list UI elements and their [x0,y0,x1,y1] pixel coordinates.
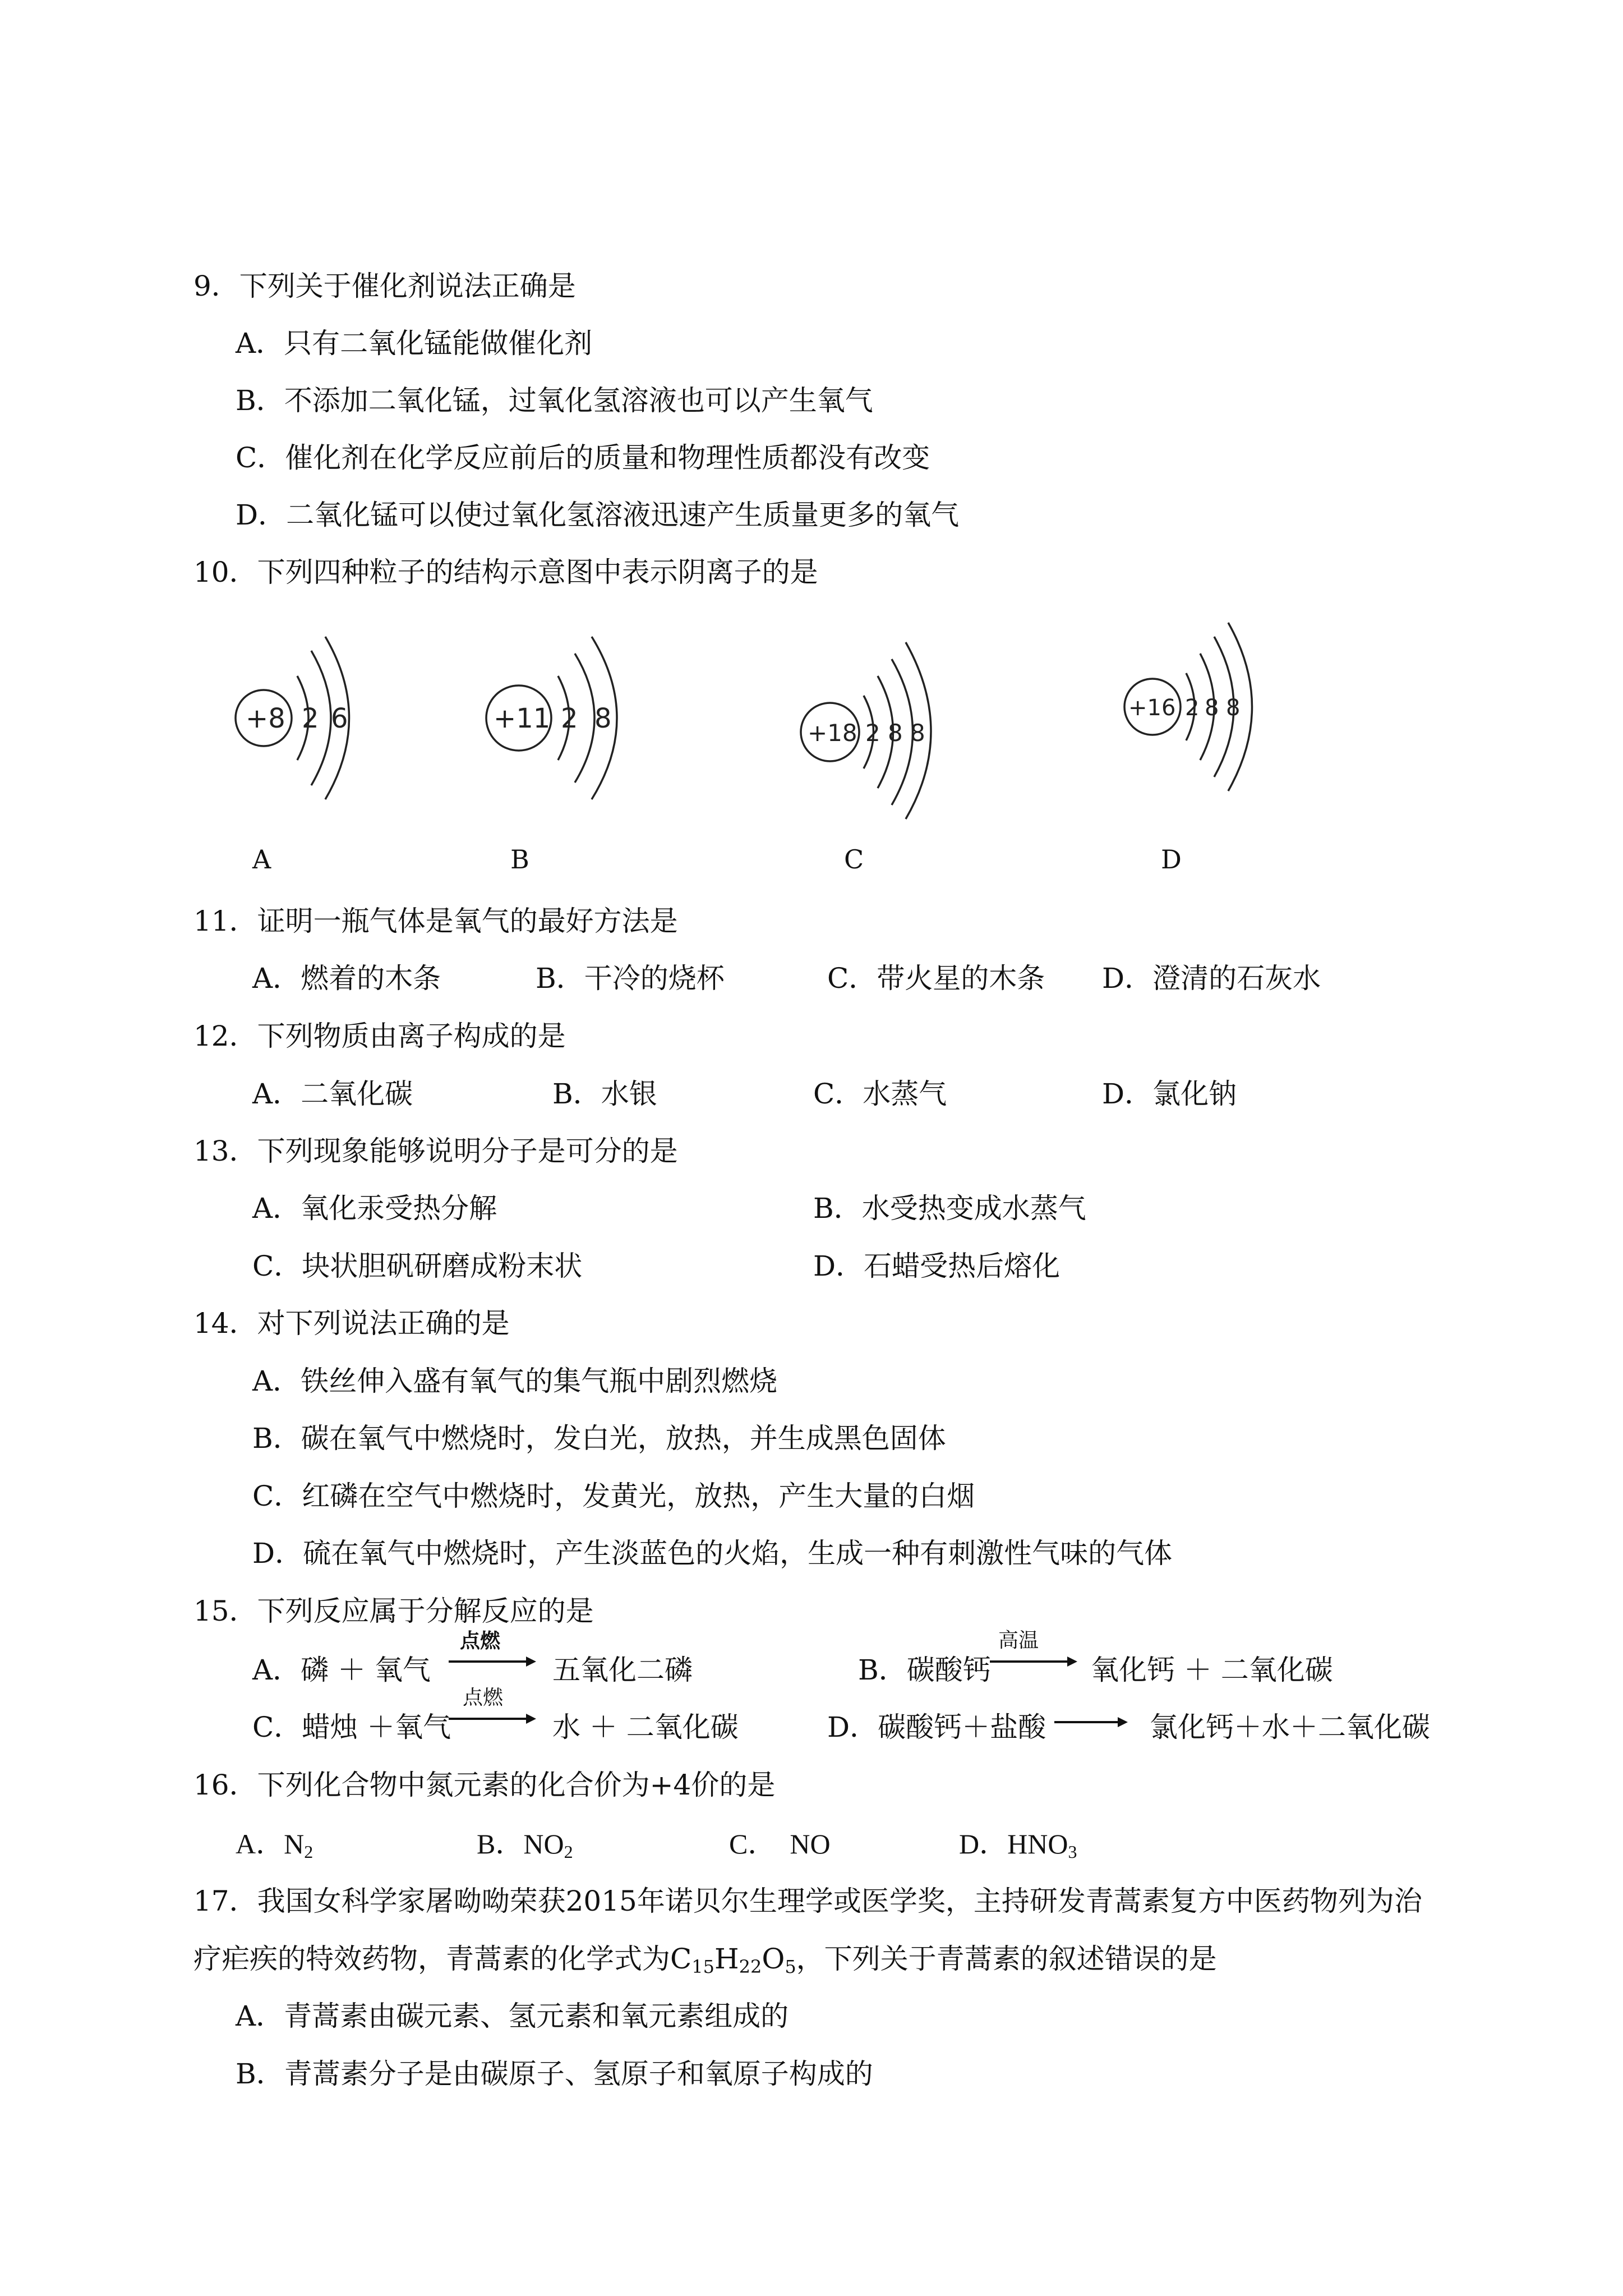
q14-stem: 14．对下列说法正确的是 [193,1307,510,1340]
q15-option-c-arrow [449,1718,533,1720]
q16-option-a: A．$N_2$ [236,1828,313,1862]
q13-option-a: A．氧化汞受热分解 [252,1192,497,1225]
q12-stem: 12．下列物质由离子构成的是 [193,1020,566,1052]
atom-b-shell-1: 2 [561,703,578,734]
q17-stem-line-2: 疗疟疾的特效药物，青蒿素的化学式为$C_{15}H_{22}O_5$，下列关于青蒿素的叙述错误的是 [193,1943,1217,1977]
atom-a-shell-1: 2 [302,703,319,734]
q15-option-a-left: A．磷 ＋ 氧气 [252,1654,431,1686]
q15-option-a-arrow [449,1660,533,1663]
atom-d-shell-3: 8 [1226,695,1241,721]
q17-option-a: A．青蒿素由碳元素、氢元素和氧元素组成的 [236,2000,789,2032]
q9-option-b: B．不添加二氧化锰，过氧化氢溶液也可以产生氧气 [236,384,873,417]
atom-a-diagram [236,637,349,799]
atom-b-shell-2: 8 [594,703,612,734]
q9-stem: 9．下列关于催化剂说法正确是 [193,270,576,302]
q13-option-b: B．水受热变成水蒸气 [813,1192,1086,1225]
q11-option-b: B．干冷的烧杯 [536,962,725,995]
q15-option-c-left: C．蜡烛 ＋氧气 [252,1711,451,1743]
atom-b-nucleus: +11 [494,703,551,734]
atom-c-diagram [801,642,931,819]
q15-option-c-right: 水 ＋ 二氧化碳 [552,1711,739,1743]
q15-option-d-arrow [1054,1721,1124,1723]
q15-option-d-left: D．碳酸钙＋盐酸 [827,1711,1046,1743]
q13-option-d: D．石蜡受热后熔化 [813,1250,1061,1282]
atom-d-shell-1: 2 [1185,695,1200,721]
atom-c-nucleus: +18 [808,719,857,747]
q15-option-d-right: 氯化钙＋水＋二氧化碳 [1150,1711,1430,1743]
q9-option-a: A．只有二氧化锰能做催化剂 [236,327,593,360]
q11-option-d: D．澄清的石灰水 [1102,962,1321,995]
q12-option-c: C．水蒸气 [813,1078,947,1110]
q16-stem: 16．下列化合物中氮元素的化合价为+4价的是 [193,1769,776,1801]
q11-option-a: A．燃着的木条 [252,962,441,995]
atom-c-label: C [844,844,864,875]
q15-option-b-arrow [990,1660,1074,1663]
q13-stem: 13．下列现象能够说明分子是可分的是 [193,1135,678,1167]
q10-stem: 10．下列四种粒子的结构示意图中表示阴离子的是 [193,556,818,588]
atom-a-nucleus: +8 [246,703,285,734]
atom-b-label: B [510,844,529,875]
atom-a-label: A [252,844,271,875]
q12-option-b: B．水银 [552,1078,657,1110]
q17-option-b: B．青蒿素分子是由碳原子、氢原子和氧原子构成的 [236,2058,873,2090]
q15-stem: 15．下列反应属于分解反应的是 [193,1595,594,1627]
q14-option-c: C．红磷在空气中燃烧时，发黄光，放热，产生大量的白烟 [252,1480,975,1512]
q16-option-d: D．$HNO_3$ [959,1828,1077,1862]
atom-a-shell-2: 6 [331,703,348,734]
q15-option-a-condition: 点燃 [460,1629,501,1653]
q15-option-c-condition: 点燃 [463,1686,504,1709]
atom-c-shell-1: 2 [865,719,880,747]
atom-d-diagram [1124,623,1252,791]
q9-option-c: C．催化剂在化学反应前后的质量和物理性质都没有改变 [236,441,930,474]
atom-d-shell-2: 8 [1205,695,1219,721]
q15-option-a-right: 五氧化二磷 [552,1654,693,1686]
atom-d-nucleus: +16 [1128,695,1176,721]
q9-option-d: D．二氧化锰可以使过氧化氢溶液迅速产生质量更多的氧气 [236,499,960,531]
q12-option-a: A．二氧化碳 [252,1078,413,1110]
q15-option-b-left: B．碳酸钙 [858,1654,991,1686]
q14-option-a: A．铁丝伸入盛有氧气的集气瓶中剧烈燃烧 [252,1365,778,1397]
q14-option-d: D．硫在氧气中燃烧时，产生淡蓝色的火焰，生成一种有刺激性气味的气体 [252,1537,1173,1570]
q15-option-b-right: 氧化钙 ＋ 二氧化碳 [1091,1654,1333,1686]
q15-option-b-condition: 高温 [998,1629,1039,1652]
atom-d-label: D [1161,844,1182,875]
q16-option-b: B．$NO_2$ [477,1828,573,1862]
q12-option-d: D．氯化钠 [1102,1078,1237,1110]
atom-c-shell-2: 8 [888,719,903,747]
q11-stem: 11．证明一瓶气体是氧气的最好方法是 [193,905,678,937]
atom-b-diagram [486,637,617,799]
q16-option-c: C． NO [729,1828,831,1860]
q17-stem-line-1: 17．我国女科学家屠呦呦荣获2015年诺贝尔生理学或医学奖，主持研发青蒿素复方中医药物列为治 [193,1885,1422,1917]
q11-option-c: C．带火星的木条 [827,962,1045,995]
q13-option-c: C．块状胆矾研磨成粉末状 [252,1250,583,1282]
atom-c-shell-3: 8 [910,719,925,747]
q14-option-b: B．碳在氧气中燃烧时，发白光，放热，并生成黑色固体 [252,1422,946,1455]
atom-structure-diagrams [213,620,1279,822]
